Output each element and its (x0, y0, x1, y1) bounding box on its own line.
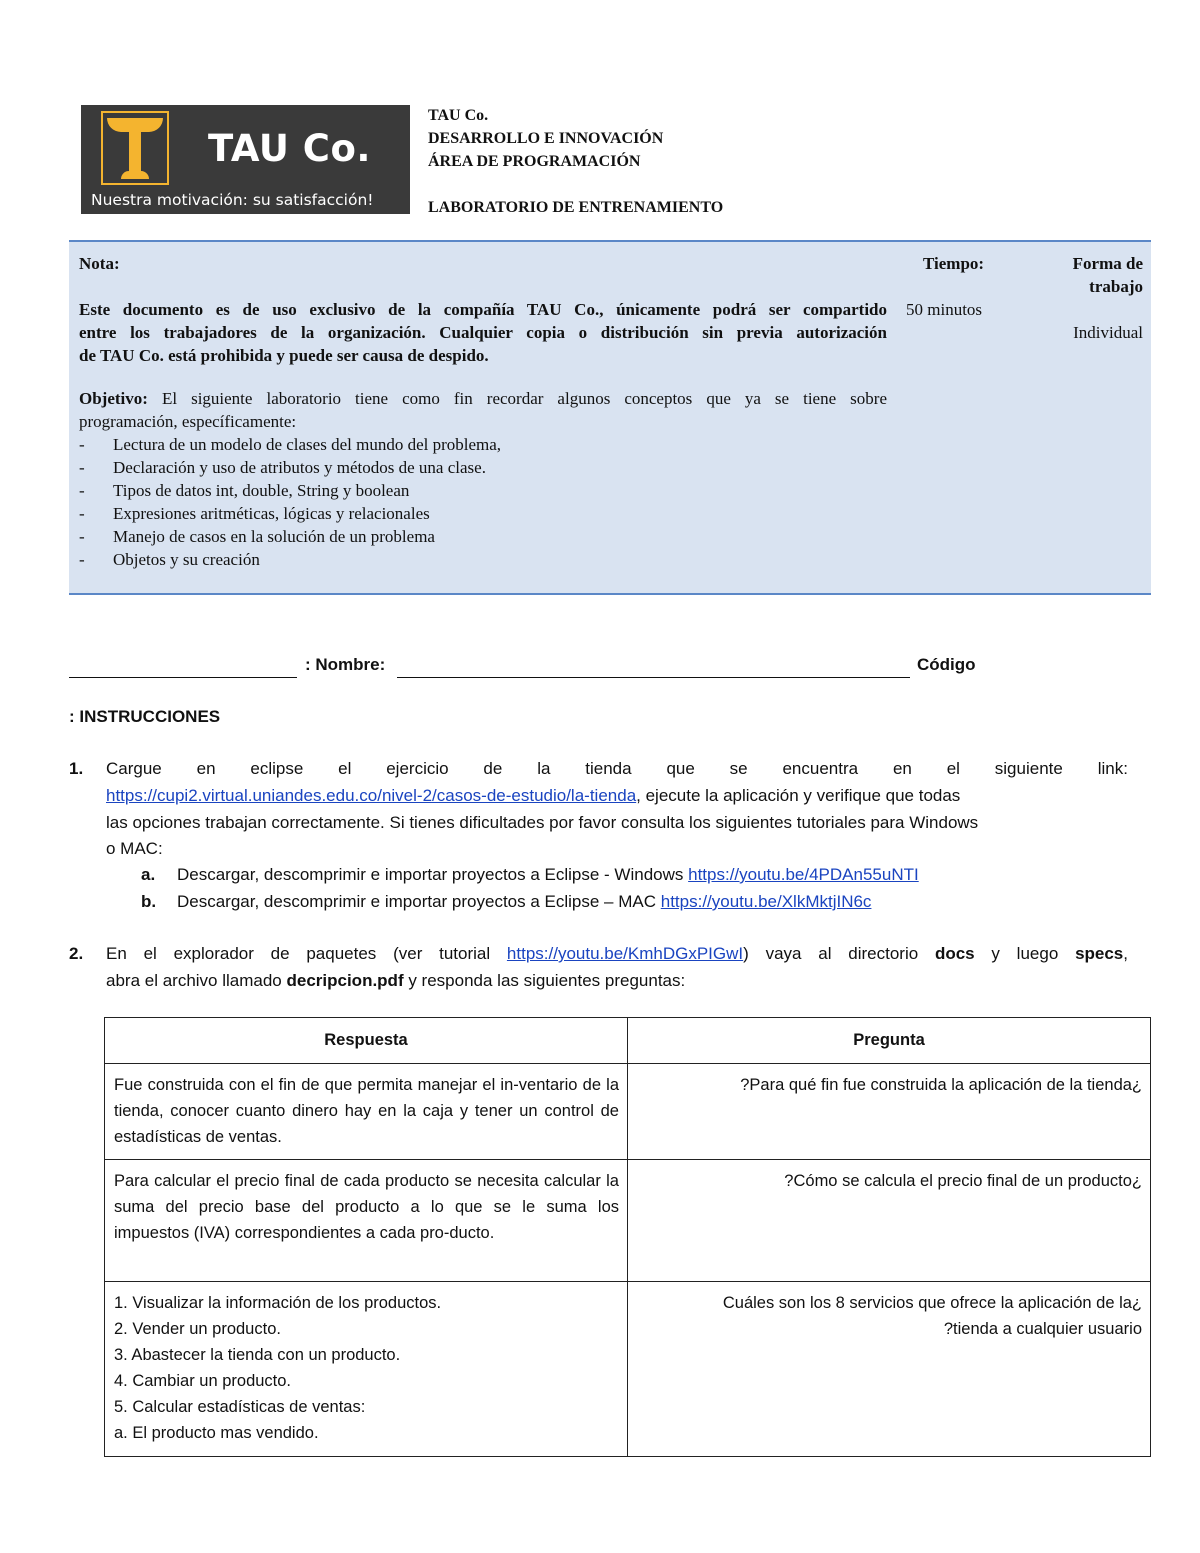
tiempo-label: Tiempo: (923, 254, 985, 273)
step1-line4: o MAC: (106, 839, 163, 858)
header-lab-title: LABORATORIO DE ENTRENAMIENTO (428, 199, 724, 216)
nombre-label: : Nombre: (305, 655, 386, 674)
t-logo-icon (101, 111, 169, 185)
answer-cell: 1. Visualizar la información de los productos. 2. Vender un producto. 3. Abastecer la tienda con un producto. 4. Cambiar un producto. 5. Calcular estadísticas de ventas: a. El producto mas vendido. (105, 1282, 628, 1457)
forma-label-2: trabajo (1089, 277, 1143, 296)
forma-label-1: Forma de (1072, 254, 1143, 273)
step2-number: 2. (69, 944, 84, 963)
note-label: Nota: (79, 254, 120, 273)
packages-tutorial-link[interactable]: https://youtu.be/KmhDGxPIGwI (506, 944, 744, 963)
windows-tutorial-link[interactable]: https://youtu.be/4PDAn55uNTI (688, 865, 919, 884)
list-item: - Objetos y su creación (79, 550, 260, 569)
header-company: TAU Co. (428, 107, 489, 124)
sub-b-letter: b. (141, 892, 157, 911)
objetivo-line1: Objetivo: El siguiente laboratorio tiene como fin recordar algunos conceptos que ya se tiene sobre (79, 389, 887, 408)
table-row (105, 1282, 1151, 1457)
logo-brand-text: TAU Co. (208, 127, 371, 170)
list-item: - Declaración y uso de atributos y métodos de una clase. (79, 458, 486, 477)
question-cell: Cuáles son los 8 servicios que ofrece la aplicación de la¿ ?tienda a cualquier usuario (628, 1282, 1151, 1457)
header-area: ÁREA DE PROGRAMACIÓN (428, 153, 641, 170)
objetivo-label: Objetivo: (79, 389, 148, 408)
list-item: - Lectura de un modelo de clases del mundo del problema, (79, 435, 502, 454)
sub-a-letter: a. (141, 865, 156, 884)
step2-line1: En el explorador de paquetes (ver tutorial https://youtu.be/KmhDGxPIGwI) vaya al directorio docs y luego specs, (106, 944, 1128, 963)
list-item: - Manejo de casos en la solución de un problema (79, 527, 435, 546)
question-cell: ?Para qué fin fue construida la aplicación de la tienda¿ (628, 1064, 1151, 1160)
step1-line2: https://cupi2.virtual.uniandes.edu.co/nivel-2/casos-de-estudio/la-tienda, ejecute la aplicación y verifique que todas (106, 786, 961, 805)
instructions-title: : INSTRUCCIONES (69, 707, 221, 726)
step1-line3: las opciones trabajan correctamente. Si tienes dificultades por favor consulta los siguientes tutoriales para Windows (106, 813, 979, 832)
sub-a-text: Descargar, descomprimir e importar proyectos a Eclipse - Windows https://youtu.be/4PDAn55uNTI (177, 865, 919, 884)
question-cell: ?Cómo se calcula el precio final de un producto¿ (628, 1160, 1151, 1282)
table-row (105, 1160, 1151, 1282)
table-row (105, 1064, 1151, 1160)
step1-line1: Cargue en eclipse el ejercicio de la tienda que se encuentra en el siguiente link: (106, 759, 1128, 778)
note-text-line3: de TAU Co. está prohibida y puede ser causa de despido. (79, 346, 489, 365)
step2-line2: abra el archivo llamado decripcion.pdf y responda las siguientes preguntas: (106, 971, 686, 990)
answer-cell: Para calcular el precio final de cada producto se necesita calcular la suma del precio base del producto a lo que se le suma los impuestos (IVA) correspondientes a cada pro-ducto. (105, 1160, 628, 1282)
logo-motto: Nuestra motivación: su satisfacción! (91, 191, 374, 209)
tiempo-value: 50 minutos (906, 300, 983, 319)
list-item: - Tipos de datos int, double, String y boolean (79, 481, 410, 500)
tienda-link[interactable]: https://cupi2.virtual.uniandes.edu.co/nivel-2/casos-de-estudio/la-tienda (106, 786, 637, 805)
answer-cell: Fue construida con el fin de que permita manejar el in-ventario de la tienda, conocer cuanto dinero hay en la caja y tener un control de estadísticas de ventas. (105, 1064, 628, 1160)
header-respuesta: Respuesta (105, 1018, 628, 1064)
list-item: - Expresiones aritméticas, lógicas y relacionales (79, 504, 430, 523)
table-header-row (105, 1018, 1151, 1064)
codigo-label: Código (917, 655, 976, 674)
mac-tutorial-link[interactable]: https://youtu.be/XlkMktjIN6c (660, 892, 872, 911)
sub-b-text: Descargar, descomprimir e importar proyectos a Eclipse – MAC https://youtu.be/XlkMktjIN6c (177, 892, 872, 911)
header-pregunta: Pregunta (628, 1018, 1151, 1064)
objetivo-list (79, 433, 501, 571)
note-text-line1: Este documento es de uso exclusivo de la compañía TAU Co., únicamente podrá ser compartido (79, 300, 887, 319)
objetivo-line2: programación, específicamente: (79, 412, 297, 431)
nombre-field-line[interactable] (397, 677, 910, 678)
step1-number: 1. (69, 759, 84, 778)
note-text-line2: entre los trabajadores de la organización. Cualquier copia o distribución sin previa autorización (79, 323, 887, 342)
codigo-field-line[interactable] (69, 677, 297, 678)
company-logo (81, 105, 410, 214)
forma-value: Individual (1073, 323, 1143, 342)
qa-table (104, 1017, 1151, 1457)
header-department: DESARROLLO E INNOVACIÓN (428, 130, 664, 147)
